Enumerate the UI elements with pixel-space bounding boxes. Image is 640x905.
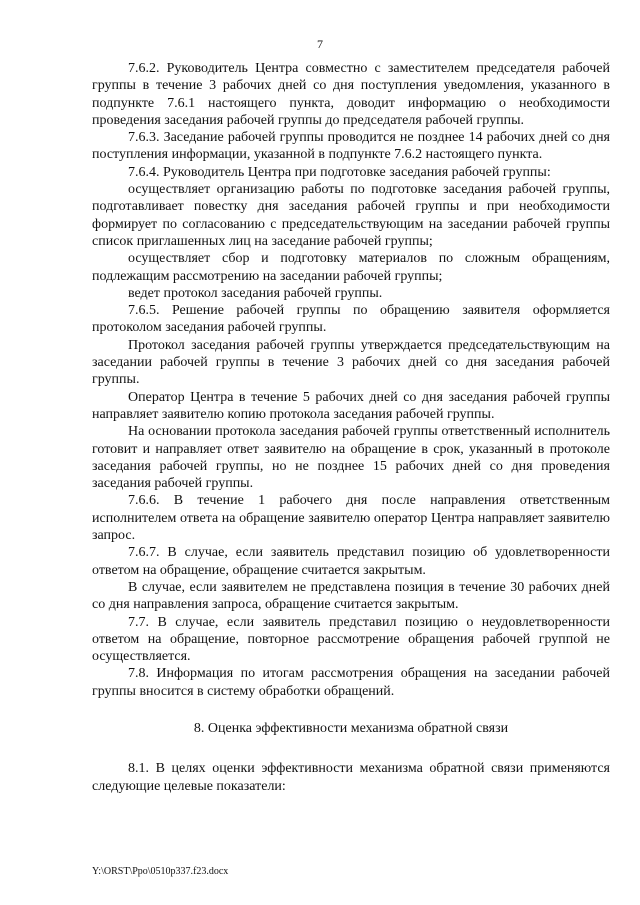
page-number: 7 [317,37,323,51]
paragraphs-after-section [92,760,610,795]
body-text [92,60,610,795]
paragraph: 7.7. В случае, если заявитель представил позицию о неудовлетворенности ответом на обращение, повторное рассмотрение обращения рабочей группой не осуществляется. [92,614,610,665]
paragraph: Оператор Центра в течение 5 рабочих дней со дня заседания рабочей группы направляет заявителю копию протокола заседания рабочей группы. [92,389,610,422]
paragraph: осуществляет организацию работы по подготовке заседания рабочей группы, подготавливает повестку дня заседания рабочей группы и при необходимости формирует по согласованию с председательствующим на заседании рабочей группы список приглашенных лиц на заседание рабочей группы; [92,182,610,249]
paragraph: ведет протокол заседания рабочей группы. [128,285,383,301]
paragraph: В случае, если заявителем не представлена позиция в течение 30 рабочих дней со дня направления запроса, обращение считается закрытым. [92,579,610,613]
paragraph: 7.6.4. Руководитель Центра при подготовке заседания рабочей группы: [128,164,551,180]
paragraph: 7.6.5. Решение рабочей группы по обращению заявителя оформляется протоколом заседания рабочей группы. [92,303,610,336]
paragraph: 7.8. Информация по итогам рассмотрения обращения на заседании рабочей группы вносится в систему обработки обращений. [92,666,610,699]
paragraph: 7.6.6. В течение 1 рабочего дня после направления ответственным исполнителем ответа на обращение заявителю оператор Центра направляет заявителю запрос. [92,493,610,544]
paragraph: На основании протокола заседания рабочей группы ответственный исполнитель готовит и направляет ответ заявителю на обращение в срок, указанный в протоколе заседания рабочей группы, но не позднее 15 рабочих дней со дня проведения заседания рабочей группы. [92,424,610,492]
paragraph: 7.6.2. Руководитель Центра совместно с заместителем председателя рабочей группы в течение 3 рабочих дней со дня поступления уведомления, указанного в подпункте 7.6.1 настоящего пункта, доводит информацию о необходимости проведения заседания рабочей группы до председателя рабочей группы. [92,61,610,128]
paragraph: 8.1. В целях оценки эффективности механизма обратной связи применяются следующие целевые показатели: [92,761,610,794]
paragraph: 7.6.7. В случае, если заявитель представил позицию об удовлетворенности ответом на обращение, обращение считается закрытым. [92,545,610,578]
section-heading: 8. Оценка эффективности механизма обратной связи [193,720,509,736]
paragraphs-before-section [92,60,610,700]
paragraph: 7.6.3. Заседание рабочей группы проводится не позднее 14 рабочих дней со дня поступления информации, указанной в подпункте 7.6.2 настоящего пункта. [92,130,610,163]
paragraph: Протокол заседания рабочей группы утверждается председательствующим на заседании рабочей группы в течение 3 рабочих дней со дня заседания рабочей группы. [92,337,610,388]
paragraph: осуществляет сбор и подготовку материалов по сложным обращениям, подлежащим рассмотрению на заседании рабочей группы; [92,251,610,284]
footer-file-path: Y:\ORST\Ppo\0510p337.f23.docx [92,866,229,877]
